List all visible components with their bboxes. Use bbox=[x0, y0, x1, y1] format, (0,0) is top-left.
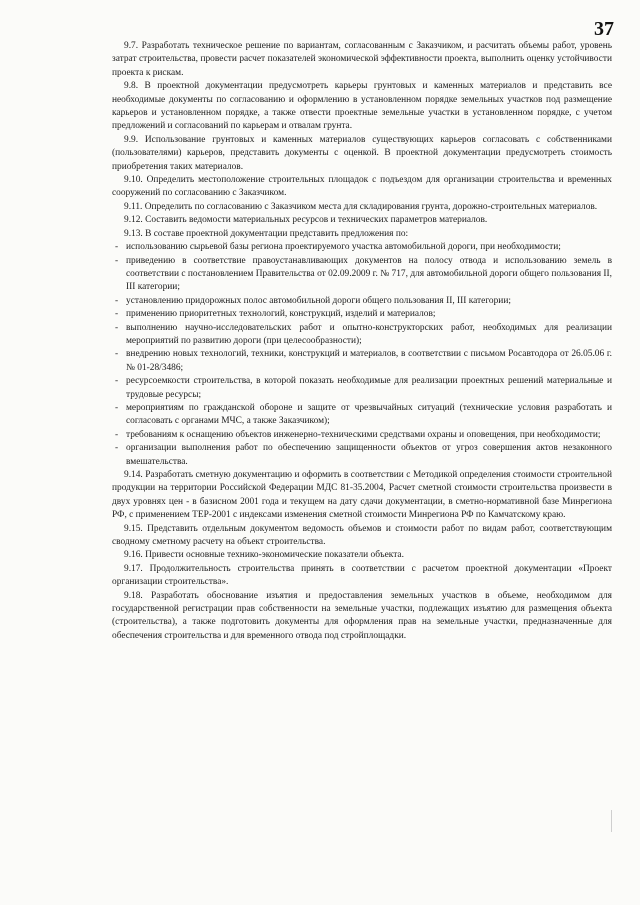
list-item: - внедрению новых технологий, техники, конструкций и материалов, в соответствии с письмом Росавтодора от 26.05.06 г. № 01-28/3486; bbox=[112, 348, 612, 375]
list-item: - требованиям к оснащению объектов инженерно-техническими средствами охраны и оповещения, при необходимости; bbox=[112, 429, 612, 442]
list-item: - организации выполнения работ по обеспечению защищенности объектов от угроз совершения актов незаконного вмешательства. bbox=[112, 442, 612, 469]
paragraph-9-14: 9.14. Разработать сметную документацию и оформить в соответствии с Методикой определения стоимости строительной продукции на территории Российской Федерации МДС 81-35.2004, Расчет сметной стоимости строительства произвести в двух уровнях цен - в базисном 2001 года и текущем на дату сдачи документации, в сметно-нормативной базе Минрегиона РФ, с применением ТЕР-2001 с индексами изменения сметной стоимости Минрегиона РФ по Камчатскому краю. bbox=[112, 470, 612, 521]
list-item: - установлению придорожных полос автомобильной дороги общего пользования II, III категории; bbox=[112, 295, 612, 308]
paragraph-9-17: 9.17. Продолжительность строительства принять в соответствии с расчетом проектной документации «Проект организации строительства». bbox=[112, 563, 612, 588]
document-body bbox=[112, 40, 612, 643]
list-item: - использованию сырьевой базы региона проектируемого участка автомобильной дороги, при необходимости; bbox=[112, 241, 612, 254]
paragraph-9-18: 9.18. Разработать обоснование изъятия и предоставления земельных участков в объеме, необходимом для государственной регистрации прав собственности на земельные участки, подлежащих изъятию для размещения объекта (строительства), а также подготовить документы для оформления прав на земельные участки, предназначенные для обеспечения строительства и для временного отвода под стройплощадки. bbox=[112, 590, 612, 641]
list-item: - применению приоритетных технологий, конструкций, изделий и материалов; bbox=[112, 308, 612, 321]
paragraph-9-8: 9.8. В проектной документации предусмотреть карьеры грунтовых и каменных материалов и представить все необходимые документы по согласованию и оформлению в установленном порядке земельных участков под размещение карьеров и установленном порядке, а также отвести проектные земельные участки в установленном порядке, с учетом предложений и согласований по карьерам и отвалам грунта. bbox=[112, 81, 612, 132]
list-item: - мероприятиям по гражданской обороне и защите от чрезвычайных ситуаций (технические условия разработать и согласовать с органами МЧС, а также Заказчиком); bbox=[112, 402, 612, 429]
paragraph-9-9: 9.9. Использование грунтовых и каменных материалов существующих карьеров согласовать с собственниками (пользователями) карьеров, представить документы с оценкой. В проектной документации предусмотреть стоимость приобретения таких материалов. bbox=[112, 134, 612, 172]
list-item: - приведению в соответствие правоустанавливающих документов на полосу отвода и использованию земель в соответствии с постановлением Правительства от 02.09.2009 г. № 717, для автомобильной дороги общего пользования II, III категории; bbox=[112, 255, 612, 295]
paragraph-9-16: 9.16. Привести основные технико-экономические показатели объекта. bbox=[124, 550, 404, 561]
paragraph-9-7: 9.7. Разработать техническое решение по вариантам, согласованным с Заказчиком, и расчитать объемы работ, уровень затрат строительства, провести расчет показателей экономической эффективности проекта, выполнить оценку устойчивости проекта к рискам. bbox=[112, 41, 612, 78]
list-item: - выполнению научно-исследовательских работ и опытно-конструкторских работ, необходимых для реализации мероприятий по развитию дороги (при целесообразности); bbox=[112, 322, 612, 349]
page-number: 37 bbox=[594, 18, 614, 40]
paragraph-9-10: 9.10. Определить местоположение строительных площадок с подъездом для организации строительства и временных сооружений по согласованию с Заказчиком. bbox=[112, 175, 612, 199]
paragraph-9-11: 9.11. Определить по согласованию с Заказчиком места для складирования грунта, дорожно-строительных материалов. bbox=[124, 201, 598, 212]
paragraph-9-13: 9.13. В составе проектной документации представить предложения по: bbox=[124, 228, 409, 239]
list-item: - ресурсоемкости строительства, в которой показать необходимые для реализации проектных решений материальные и трудовые ресурсы; bbox=[112, 375, 612, 402]
paragraph-9-15: 9.15. Представить отдельным документом ведомость объемов и стоимости работ по видам работ, соответствующим сводному сметному расчету на объект строительства. bbox=[112, 523, 612, 548]
paragraph-9-12: 9.12. Составить ведомости материальных ресурсов и технических параметров материалов. bbox=[124, 215, 488, 226]
proposals-list bbox=[112, 241, 612, 469]
scan-artifact-line bbox=[611, 810, 612, 832]
